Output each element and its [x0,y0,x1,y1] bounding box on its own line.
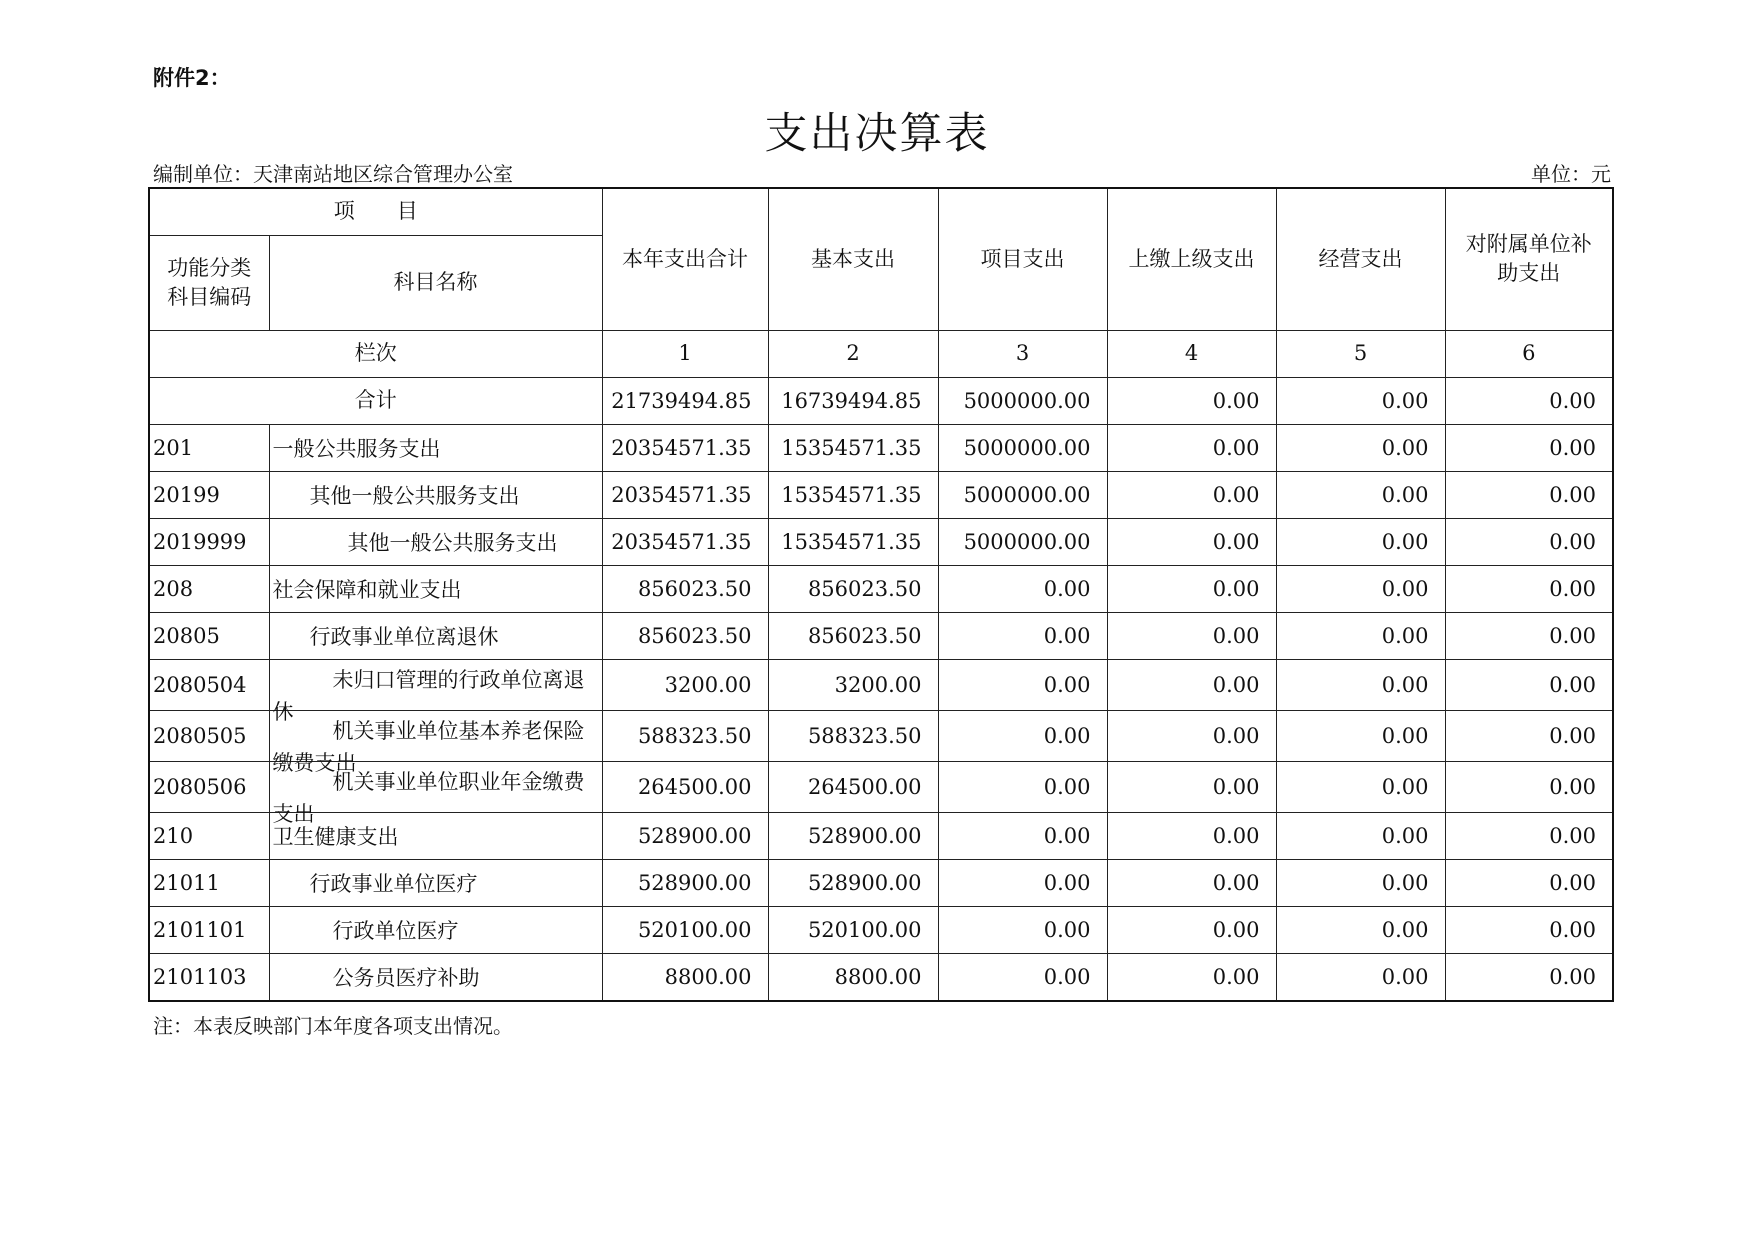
amount-cell: 0.00 [1276,424,1445,471]
total-cell: 0.00 [1107,377,1276,424]
amount-cell: 0.00 [1107,953,1276,1001]
func-code-cell: 2101101 [149,906,269,953]
amount-cell: 0.00 [1276,518,1445,565]
amount-cell: 856023.50 [602,612,768,659]
amount-cell: 528900.00 [602,812,768,859]
amount-cell: 0.00 [1276,812,1445,859]
header-project: 项 目 [149,188,602,235]
header-col2: 基本支出 [768,188,938,330]
amount-cell: 528900.00 [768,812,938,859]
amount-cell: 520100.00 [602,906,768,953]
amount-cell: 0.00 [1445,424,1613,471]
table-row [149,565,1613,612]
total-cell: 0.00 [1276,377,1445,424]
amount-cell: 3200.00 [602,659,768,710]
table-row [149,761,1613,812]
column-index-cell: 5 [1276,330,1445,377]
amount-cell: 528900.00 [768,859,938,906]
amount-cell: 0.00 [1107,761,1276,812]
amount-cell: 0.00 [938,812,1107,859]
amount-cell: 0.00 [938,710,1107,761]
amount-cell: 0.00 [938,761,1107,812]
table-row [149,612,1613,659]
func-code-cell: 20199 [149,471,269,518]
total-row [149,377,1613,424]
amount-cell: 856023.50 [768,565,938,612]
table-row [149,906,1613,953]
header-col4: 上缴上级支出 [1107,188,1276,330]
amount-cell: 0.00 [1276,761,1445,812]
func-code-cell: 2019999 [149,518,269,565]
func-code-cell: 2080504 [149,659,269,710]
column-index-cell: 4 [1107,330,1276,377]
table-row [149,859,1613,906]
func-code-cell: 210 [149,812,269,859]
table-row [149,518,1613,565]
subject-name-cell: 一般公共服务支出 [269,424,602,471]
amount-cell: 0.00 [1445,761,1613,812]
amount-cell: 0.00 [1276,565,1445,612]
amount-cell: 0.00 [1107,906,1276,953]
amount-cell: 856023.50 [768,612,938,659]
header-col1: 本年支出合计 [602,188,768,330]
amount-cell: 0.00 [1276,612,1445,659]
amount-cell: 0.00 [1107,518,1276,565]
amount-cell: 0.00 [1445,518,1613,565]
amount-cell: 0.00 [1107,424,1276,471]
header-subject-name: 科目名称 [269,235,602,330]
table-row [149,812,1613,859]
column-index-cell: 6 [1445,330,1613,377]
amount-cell: 0.00 [1276,710,1445,761]
column-index-row [149,330,1613,377]
subject-name-cell: 其他一般公共服务支出 [269,471,602,518]
amount-cell: 520100.00 [768,906,938,953]
amount-cell: 856023.50 [602,565,768,612]
amount-cell: 15354571.35 [768,424,938,471]
amount-cell: 0.00 [1276,953,1445,1001]
subject-name-text: 未归口管理的行政单位离退休 [272,667,585,724]
total-cell: 5000000.00 [938,377,1107,424]
amount-cell: 0.00 [1445,612,1613,659]
table-row [149,953,1613,1001]
attachment-label: 附件2： [153,66,231,90]
amount-cell: 0.00 [1445,953,1613,1001]
amount-cell: 0.00 [1445,859,1613,906]
column-index-cell: 3 [938,330,1107,377]
page-title: 支出决算表 [764,109,990,159]
amount-cell: 0.00 [1445,812,1613,859]
amount-cell: 0.00 [1445,710,1613,761]
subject-name-text: 机关事业单位基本养老保险缴费支出 [272,718,585,775]
column-index-cell: 2 [768,330,938,377]
amount-cell: 0.00 [1445,659,1613,710]
amount-cell: 0.00 [1276,471,1445,518]
total-cell: 0.00 [1445,377,1613,424]
amount-cell: 5000000.00 [938,424,1107,471]
header-col3: 项目支出 [938,188,1107,330]
amount-cell: 0.00 [938,565,1107,612]
amount-cell: 0.00 [1445,906,1613,953]
amount-cell: 0.00 [1445,471,1613,518]
subject-name-cell [269,710,602,775]
org-label: 编制单位：天津南站地区综合管理办公室 [153,162,513,186]
total-cell: 21739494.85 [602,377,768,424]
amount-cell: 5000000.00 [938,518,1107,565]
subject-name-cell: 公务员医疗补助 [269,953,602,1001]
table-row [149,659,1613,710]
amount-cell: 8800.00 [768,953,938,1001]
header-col5: 经营支出 [1276,188,1445,330]
subject-name-cell: 行政单位医疗 [269,906,602,953]
amount-cell: 0.00 [1107,710,1276,761]
expenditure-table [148,187,1614,1002]
subject-name-cell: 行政事业单位医疗 [269,859,602,906]
unit-label: 单位：元 [1531,162,1611,186]
func-code-cell: 21011 [149,859,269,906]
amount-cell: 0.00 [938,906,1107,953]
func-code-cell: 2080505 [149,710,269,761]
func-code-cell: 2080506 [149,761,269,812]
amount-cell: 588323.50 [602,710,768,761]
amount-cell: 0.00 [938,859,1107,906]
amount-cell: 0.00 [938,612,1107,659]
amount-cell: 20354571.35 [602,424,768,471]
amount-cell: 0.00 [1107,659,1276,710]
amount-cell: 0.00 [1445,565,1613,612]
table-row [149,471,1613,518]
amount-cell: 0.00 [1107,565,1276,612]
header-func-code: 功能分类科目编码 [149,235,269,330]
amount-cell: 0.00 [938,953,1107,1001]
table-note: 注：本表反映部门本年度各项支出情况。 [153,1014,513,1038]
total-cell: 16739494.85 [768,377,938,424]
amount-cell: 15354571.35 [768,518,938,565]
amount-cell: 0.00 [1276,659,1445,710]
table-row [149,710,1613,761]
amount-cell: 0.00 [1107,812,1276,859]
total-label: 合计 [149,377,602,424]
amount-cell: 3200.00 [768,659,938,710]
subject-name-text: 机关事业单位职业年金缴费支出 [272,769,585,826]
amount-cell: 264500.00 [602,761,768,812]
amount-cell: 0.00 [1107,612,1276,659]
amount-cell: 5000000.00 [938,471,1107,518]
column-index-label: 栏次 [149,330,602,377]
func-code-cell: 20805 [149,612,269,659]
subject-name-cell: 社会保障和就业支出 [269,565,602,612]
amount-cell: 20354571.35 [602,518,768,565]
amount-cell: 588323.50 [768,710,938,761]
subject-name-cell: 其他一般公共服务支出 [269,518,602,565]
column-index-cell: 1 [602,330,768,377]
amount-cell: 528900.00 [602,859,768,906]
amount-cell: 0.00 [1107,471,1276,518]
func-code-cell: 208 [149,565,269,612]
table-row [149,424,1613,471]
amount-cell: 0.00 [1276,859,1445,906]
subject-name-cell: 卫生健康支出 [269,812,602,859]
func-code-cell: 201 [149,424,269,471]
amount-cell: 8800.00 [602,953,768,1001]
amount-cell: 0.00 [1107,859,1276,906]
amount-cell: 0.00 [1276,906,1445,953]
amount-cell: 0.00 [938,659,1107,710]
header-col6: 对附属单位补助支出 [1445,188,1613,330]
subject-name-cell: 行政事业单位离退休 [269,612,602,659]
subject-name-cell [269,659,602,724]
amount-cell: 15354571.35 [768,471,938,518]
amount-cell: 20354571.35 [602,471,768,518]
func-code-cell: 2101103 [149,953,269,1001]
amount-cell: 264500.00 [768,761,938,812]
